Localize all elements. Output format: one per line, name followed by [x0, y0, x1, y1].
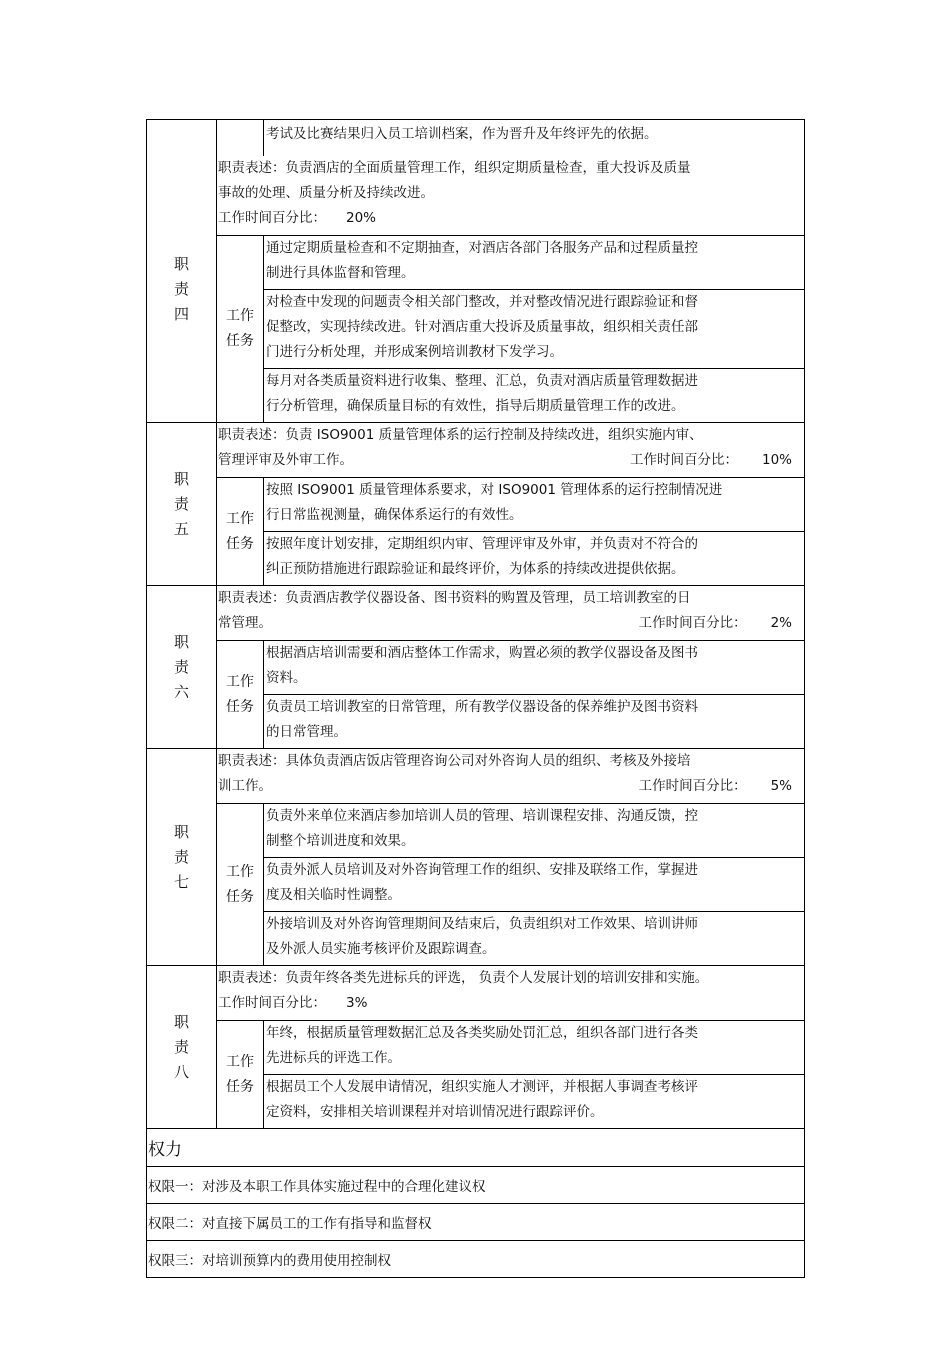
work-time-value: 2% [770, 615, 792, 631]
duty-row [147, 156, 804, 422]
task-label-cell [217, 478, 264, 585]
continued-task-label-cell [217, 120, 264, 156]
work-time-value: 5% [770, 778, 792, 794]
duty-description [217, 156, 804, 236]
duty-label-char: 责 [173, 657, 189, 676]
duty-label-char: 职 [173, 822, 189, 841]
duty-label-char: 七 [173, 872, 189, 891]
task-label-cell [217, 641, 264, 748]
duty-description-line: 训工作。 [218, 778, 272, 794]
duty-label-char: 职 [173, 254, 189, 273]
duty-description-line: 常管理。 [218, 615, 272, 631]
task-label: 任务 [226, 698, 254, 715]
work-time-value: 10% [761, 452, 792, 468]
work-time-value: 3% [346, 995, 368, 1011]
duty-row [147, 585, 804, 748]
task-item: 每月对各类质量资料进行收集、整理、汇总，负责对酒店质量管理数据进 行分析管理，确保质量目标的有效性，指导后期质量管理工作的改进。 [266, 373, 698, 414]
task-label: 工作 [226, 510, 254, 527]
work-time-percentage [218, 991, 802, 1016]
duty-description [217, 586, 804, 641]
task-item: 通过定期质量检查和不定期抽查，对酒店各部门各服务产品和过程质量控 制进行具体监督和管理。 [264, 236, 804, 290]
task-item: 对检查中发现的问题责令相关部门整改，并对整改情况进行跟踪验证和督 促整改，实现持续改进。针对酒店重大投诉及质量事故，组织相关责任部 门进行分析处理，并形成案例培训教材下发学习。 [264, 290, 804, 369]
task-item: 负责外来单位来酒店参加培训人员的管理、培训课程安排、沟通反馈，控 制整个培训进度和效果。 [264, 804, 804, 858]
task-label: 任务 [226, 535, 254, 552]
duty-label-char: 职 [173, 469, 189, 488]
duty-label-char: 六 [173, 682, 189, 701]
work-time-percentage [218, 206, 802, 231]
duty-label-char: 五 [173, 519, 189, 538]
task-label: 任务 [226, 333, 254, 349]
duty-label-char: 责 [173, 847, 189, 866]
task-label-cell [217, 804, 264, 965]
task-item: 按照 ISO9001 质量管理体系要求，对 ISO9001 管理体系的运行控制情况进 行日常监视测量，确保体系运行的有效性。 [264, 478, 804, 532]
task-item: 外接培训及对外咨询管理期间及结束后，负责组织对工作效果、培训讲师 及外派人员实施考核评价及跟踪调查。 [266, 916, 698, 957]
work-time-label: 工作时间百分比： [638, 778, 747, 794]
task-label: 工作 [226, 1053, 254, 1070]
duty-description [217, 423, 804, 478]
duty-row [147, 965, 804, 1128]
duty-label-char: 责 [173, 1037, 189, 1056]
work-time-percentage [639, 611, 802, 636]
duty-row [147, 422, 804, 585]
continued-label-cell [147, 120, 217, 156]
duty-row [147, 748, 804, 965]
task-label: 工作 [226, 863, 254, 880]
duty-label-char: 责 [173, 494, 189, 513]
task-label-cell [217, 236, 264, 422]
continued-task: 考试及比赛结果归入员工培训档案，作为晋升及年终评先的依据。 [266, 126, 658, 142]
power-item-3: 权限三：对培训预算内的费用使用控制权 [147, 1240, 804, 1277]
task-item: 负责外派人员培训及对外咨询管理工作的组织、安排及联络工作，掌握进 度及相关临时性调整。 [264, 858, 804, 912]
duties-table [146, 119, 805, 1278]
task-label-cell [217, 1021, 264, 1128]
duty-description-line: 职责表述：负责酒店的全面质量管理工作，组织定期质量检查，重大投诉及质量 [218, 160, 691, 176]
duty-label-char: 八 [173, 1062, 189, 1081]
work-time-label: 工作时间百分比： [218, 995, 326, 1011]
task-label: 任务 [226, 888, 254, 905]
task-item: 负责员工培训教室的日常管理，所有教学仪器设备的保养维护及图书资料 的日常管理。 [266, 699, 698, 740]
task-label: 工作 [226, 308, 254, 324]
duty-label-char: 职 [173, 1012, 189, 1031]
duty-label-cell [147, 156, 217, 422]
task-item: 按照年度计划安排，定期组织内审、管理评审及外审，并负责对不符合的 纠正预防措施进行跟踪验证和最终评价，为体系的持续改进提供依据。 [266, 536, 698, 577]
duty-label-cell [147, 586, 217, 748]
duty-description-line: 职责表述：负责年终各类先进标兵的评选， 负责个人发展计划的培训安排和实施。 [218, 970, 709, 986]
work-time-percentage [630, 448, 802, 473]
duty-label-cell [147, 749, 217, 965]
duty-description-line: 管理评审及外审工作。 [218, 452, 353, 468]
duty-description [217, 749, 804, 804]
power-title: 权力 [147, 1128, 804, 1166]
work-time-label: 工作时间百分比： [218, 210, 326, 226]
task-label: 工作 [226, 673, 254, 690]
duty-description-line: 职责表述：具体负责酒店饭店管理咨询公司对外咨询人员的组织、考核及外接培 [218, 753, 691, 769]
task-label: 任务 [226, 1078, 254, 1095]
duty-description-line: 职责表述：负责酒店教学仪器设备、图书资料的购置及管理，员工培训教室的日 [218, 590, 691, 606]
power-item-1: 权限一：对涉及本职工作具体实施过程中的合理化建议权 [147, 1166, 804, 1203]
duty-description-line: 事故的处理、质量分析及持续改进。 [218, 185, 434, 201]
duty-label-char: 责 [173, 279, 189, 298]
duty-label-char: 四 [173, 304, 189, 323]
task-item: 年终，根据质量管理数据汇总及各类奖励处罚汇总，组织各部门进行各类 先进标兵的评选工作。 [264, 1021, 804, 1075]
task-item: 根据员工个人发展申请情况，组织实施人才测评，并根据人事调查考核评 定资料，安排相关培训课程并对培训情况进行跟踪评价。 [266, 1079, 698, 1120]
work-time-value: 20% [346, 210, 377, 226]
work-time-percentage [639, 774, 802, 799]
duty-label-cell [147, 423, 217, 585]
power-item-2: 权限二：对直接下属员工的工作有指导和监督权 [147, 1203, 804, 1240]
duty-label-char: 职 [173, 632, 189, 651]
continued-row [147, 120, 804, 156]
task-item: 根据酒店培训需要和酒店整体工作需求，购置必须的教学仪器设备及图书 资料。 [264, 641, 804, 695]
duty-label-cell [147, 966, 217, 1128]
duty-description [217, 966, 804, 1021]
work-time-label: 工作时间百分比： [629, 452, 738, 468]
work-time-label: 工作时间百分比： [638, 615, 747, 631]
power-section [147, 1128, 804, 1277]
duty-description-line: 职责表述：负责 ISO9001 质量管理体系的运行控制及持续改进，组织实施内审、 [218, 427, 703, 443]
